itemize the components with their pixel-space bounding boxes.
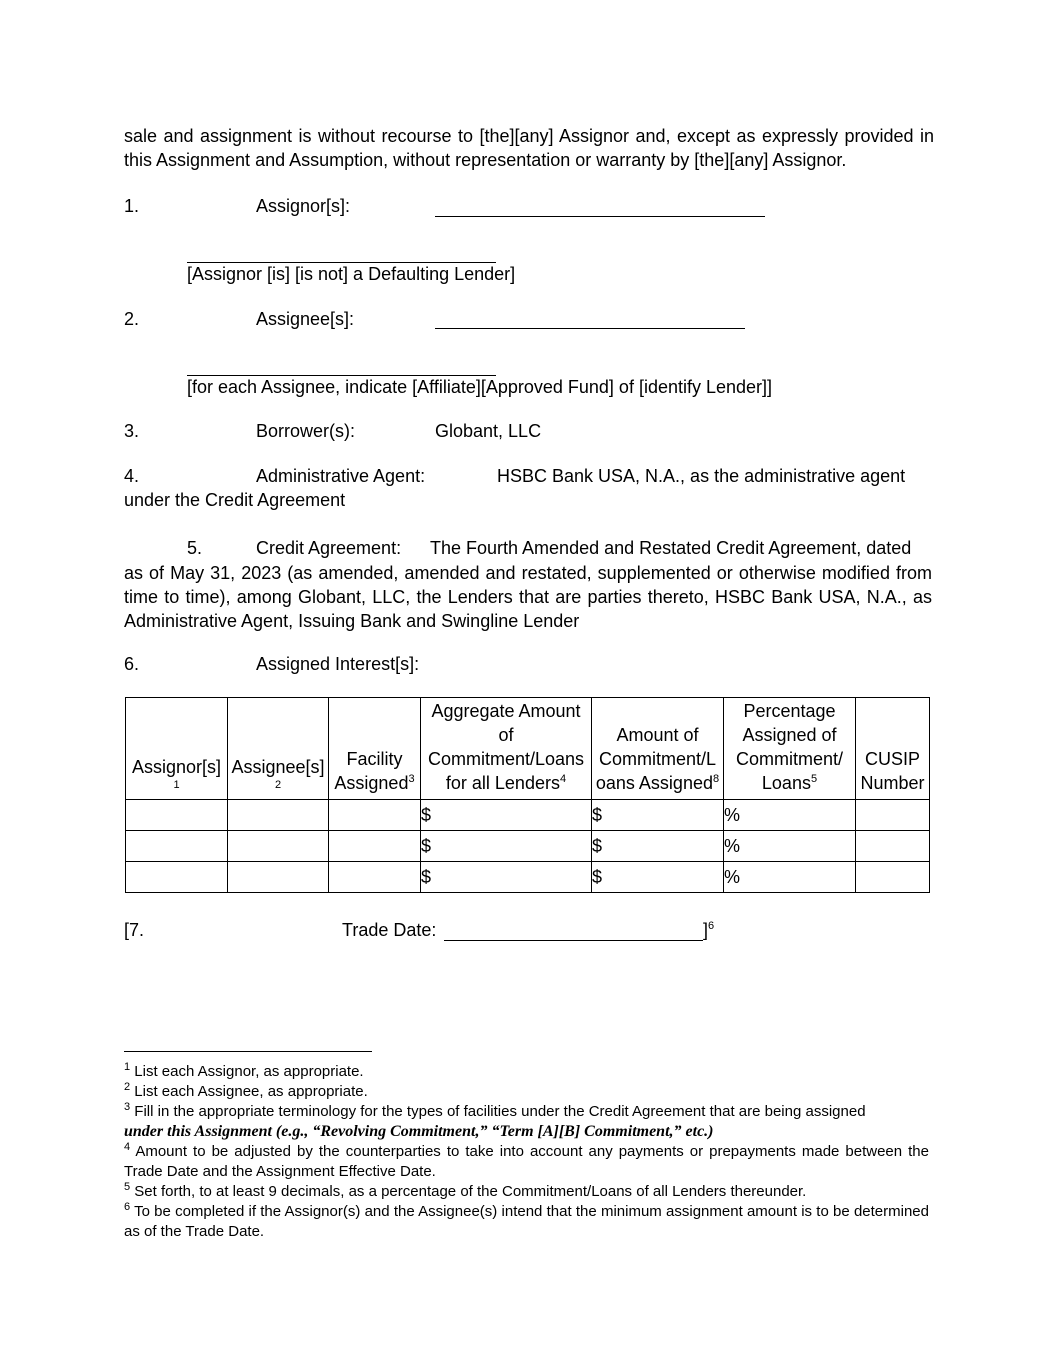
- assignor-defaulting-note: [Assignor [is] [is not] a Defaulting Lender]: [187, 264, 516, 284]
- credit-agreement-label: Credit Agreement:: [256, 538, 402, 558]
- cell-assignor[interactable]: [126, 800, 228, 831]
- cell-aggregate-amount[interactable]: $: [421, 831, 592, 862]
- assignor-status-blank-line[interactable]: [187, 262, 496, 263]
- cell-facility[interactable]: [329, 862, 421, 893]
- table-row: [126, 862, 930, 893]
- footnote-ref-2: 2: [274, 779, 282, 791]
- header-percentage-assigned: Percentage Assigned of Commitment/ Loans$^5$: [724, 698, 856, 800]
- trade-date-label: Trade Date:: [342, 920, 437, 940]
- cell-assignor[interactable]: [126, 831, 228, 862]
- admin-agent-value: HSBC Bank USA, N.A., as the administrative agent: [497, 466, 906, 486]
- assignee-affiliate-note: [for each Assignee, indicate [Affiliate][Approved Fund] of [identify Lender]]: [187, 377, 773, 397]
- borrower-label: Borrower(s):: [256, 421, 356, 441]
- cell-aggregate-amount[interactable]: $: [421, 800, 592, 831]
- admin-agent-value-continued: under the Credit Agreement: [124, 490, 346, 510]
- cell-amount-assigned[interactable]: $: [592, 862, 724, 893]
- cell-percentage[interactable]: %: [724, 862, 856, 893]
- assignee-label: Assignee[s]:: [256, 309, 355, 329]
- footnote-separator: [124, 1051, 372, 1052]
- footnote-4: $^4$ Amount to be adjusted by the counterparties to take into account any payments or prepayments made between the Trade Date and the Assignment Effective Date.: [124, 1141, 929, 1180]
- item-number-4: 4.: [124, 466, 140, 486]
- cell-assignee[interactable]: [228, 862, 329, 893]
- item-number-3: 3.: [124, 421, 140, 441]
- header-facility: Facility Assigned$^3$: [329, 698, 421, 800]
- header-cusip: CUSIP Number: [856, 698, 930, 800]
- cell-amount-assigned[interactable]: $: [592, 831, 724, 862]
- assignee-status-blank-line[interactable]: [187, 375, 496, 376]
- item-number-6: 6.: [124, 654, 140, 674]
- table-row: [126, 800, 930, 831]
- cell-percentage[interactable]: %: [724, 800, 856, 831]
- credit-agreement-value-continued: as of May 31, 2023 (as amended, amended and restated, supplemented or otherwise modified from time to time), among Globant, LLC, the Lenders that are parties thereto, HSBC Bank USA, N.A., as Administrative Agent, Issuing Bank and Swingline Lender: [124, 563, 932, 631]
- footnote-ref-5: 5: [810, 773, 818, 785]
- item-number-2: 2.: [124, 309, 140, 329]
- footnote-ref-8: 8: [712, 773, 720, 785]
- assigned-interest-label: Assigned Interest[s]:: [256, 654, 420, 674]
- cell-facility[interactable]: [329, 800, 421, 831]
- footnote-1: $^1$ List each Assignor, as appropriate.: [124, 1061, 364, 1080]
- trade-date-close-bracket: ]$^6$: [703, 920, 715, 940]
- assignee-blank-line[interactable]: [435, 328, 745, 329]
- header-assignee: Assignee[s] 2: [228, 698, 329, 800]
- cell-assignee[interactable]: [228, 800, 329, 831]
- assignor-label: Assignor[s]:: [256, 196, 351, 216]
- admin-agent-label: Administrative Agent:: [256, 466, 426, 486]
- cell-facility[interactable]: [329, 831, 421, 862]
- item-number-5: 5.: [187, 538, 203, 558]
- trade-date-blank-line[interactable]: [444, 940, 703, 941]
- footnote-2: $^2$ List each Assignee, as appropriate.: [124, 1081, 368, 1100]
- cell-assignee[interactable]: [228, 831, 329, 862]
- footnote-6: $^6$ To be completed if the Assignor(s) and the Assignee(s) intend that the minimum assignment amount is to be determined as of the Trade Date.: [124, 1201, 929, 1240]
- credit-agreement-value: The Fourth Amended and Restated Credit Agreement, dated: [430, 538, 912, 558]
- assigned-interest-table: [125, 697, 930, 893]
- header-aggregate-amount: Aggregate Amount of Commitment/Loans for all Lenders$^4$: [421, 698, 592, 800]
- assignor-blank-line[interactable]: [435, 216, 765, 217]
- cell-cusip[interactable]: [856, 862, 930, 893]
- cell-percentage[interactable]: %: [724, 831, 856, 862]
- footnote-ref-4: 4: [559, 773, 567, 785]
- intro-paragraph: sale and assignment is without recourse to [the][any] Assignor and, except as expressly provided in this Assignment and Assumption, without representation or warranty by [the][any] Assignor.: [124, 126, 934, 170]
- cell-assignor[interactable]: [126, 862, 228, 893]
- item-number-7: [7.: [124, 920, 145, 940]
- footnote-ref-1: 1: [173, 779, 180, 791]
- footnote-ref-3: 3: [408, 773, 415, 785]
- cell-cusip[interactable]: [856, 800, 930, 831]
- cell-aggregate-amount[interactable]: $: [421, 862, 592, 893]
- item-number-1: 1.: [124, 196, 140, 216]
- header-amount-assigned: Amount of Commitment/L oans Assigned$^8$: [592, 698, 724, 800]
- footnote-3-italic: under this Assignment (e.g., “Revolving Commitment,” “Term [A][B] Commitment,” etc.): [124, 1123, 714, 1140]
- footnote-3: $^3$ Fill in the appropriate terminology for the types of facilities under the Credit Agreement that are being assigned under this Assignment (e.g., “Revolving Commitment,” “Term [A][B] Commitment,” etc.): [124, 1101, 866, 1140]
- cell-cusip[interactable]: [856, 831, 930, 862]
- footnote-5: $^5$ Set forth, to at least 9 decimals, as a percentage of the Commitment/Loans of all Lenders thereunder.: [124, 1181, 807, 1200]
- header-assignor: Assignor[s] 1: [126, 698, 228, 800]
- table-row: [126, 831, 930, 862]
- cell-amount-assigned[interactable]: $: [592, 800, 724, 831]
- borrower-value: Globant, LLC: [435, 421, 542, 441]
- footnote-ref-6: 6: [708, 920, 715, 932]
